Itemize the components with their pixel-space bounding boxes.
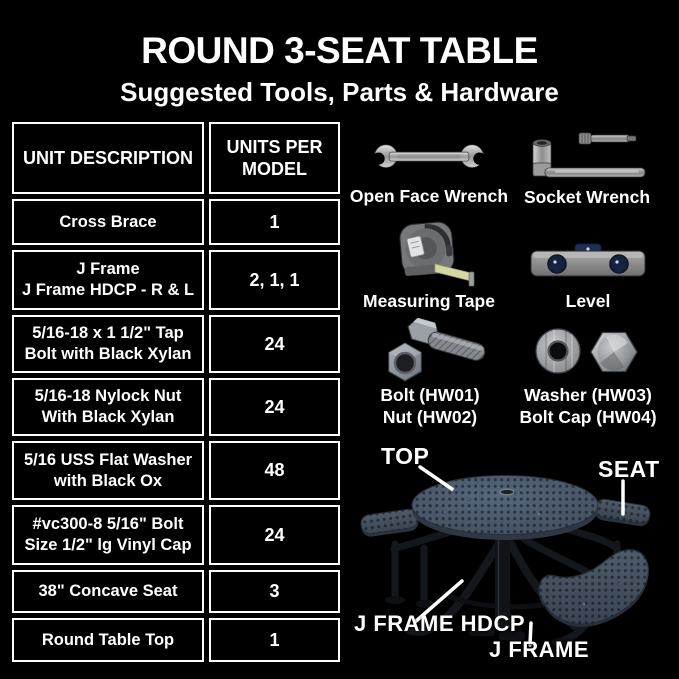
callout-label-jframe: J FRAME: [489, 637, 590, 662]
measuring-tape-icon: [349, 220, 509, 290]
unit-description-cell: Round Table Top: [12, 618, 204, 662]
table-row: [12, 199, 340, 245]
unit-description-cell: 5/16 USS Flat Washer with Black Ox: [12, 441, 204, 500]
callout-label-seat: SEAT: [598, 456, 660, 482]
table-row: [12, 378, 340, 436]
tool-level: [508, 232, 668, 312]
tool-socket-wrench: [507, 124, 667, 208]
seat-left: [360, 508, 420, 538]
col-header-units-per-model: UNITS PER MODEL: [209, 122, 340, 194]
unit-description-cell: #vc300-8 5/16" Bolt Size 1/2" lg Vinyl Cap: [12, 505, 204, 565]
parts-table: [7, 117, 345, 667]
unit-description-cell: J Frame J Frame HDCP - R & L: [12, 250, 204, 310]
units-cell: 48: [209, 441, 340, 500]
table-top: [412, 476, 598, 541]
col-header-unit-description: UNIT DESCRIPTION: [12, 122, 204, 194]
open-face-wrench-icon: [349, 129, 509, 185]
page-subtitle: Suggested Tools, Parts & Hardware: [120, 77, 559, 107]
unit-description-cell: 5/16-18 x 1 1/2" Tap Bolt with Black Xylan: [12, 315, 204, 373]
table-row: [12, 250, 340, 310]
units-cell: 24: [209, 315, 340, 373]
washer-bolt-cap-icon: [508, 320, 668, 384]
tool-open-face-wrench: [349, 129, 509, 207]
table-row: [12, 618, 340, 662]
units-cell: 1: [209, 199, 340, 245]
table-row: [12, 315, 340, 373]
units-cell: 1: [209, 618, 340, 662]
table-header-row: [12, 122, 340, 194]
units-cell: 3: [209, 570, 340, 613]
table-row: [12, 505, 340, 565]
tool-measuring-tape: [349, 220, 509, 312]
tool-label: Open Face Wrench: [349, 186, 509, 206]
callout-label-jframe-hdcp: J FRAME HDCP: [354, 611, 526, 636]
table-row: [12, 570, 340, 613]
unit-description-cell: Cross Brace: [12, 199, 204, 245]
tool-label: Bolt (HW01) Nut (HW02): [380, 385, 480, 427]
tool-label: Washer (HW03) Bolt Cap (HW04): [519, 385, 657, 427]
callout-label-top: TOP: [381, 443, 430, 469]
seat-front: [539, 550, 648, 627]
page-title: ROUND 3-SEAT TABLE: [141, 30, 538, 71]
unit-description-cell: 38" Concave Seat: [12, 570, 204, 613]
tool-label: Socket Wrench: [523, 187, 651, 207]
unit-description-cell: 5/16-18 Nylock Nut With Black Xylan: [12, 378, 204, 436]
socket-wrench-icon: [507, 124, 667, 186]
bolt-nut-icon: [350, 318, 510, 384]
units-cell: 2, 1, 1: [209, 250, 340, 310]
units-cell: 24: [209, 378, 340, 436]
umbrella-hole: [500, 489, 514, 495]
tool-washer-bolt-cap: [508, 320, 668, 428]
level-icon: [508, 232, 668, 290]
tool-label: Measuring Tape: [363, 291, 495, 311]
tool-bolt-nut: [350, 318, 510, 428]
tool-label: Level: [565, 291, 611, 311]
units-cell: 24: [209, 505, 340, 565]
table-row: [12, 441, 340, 500]
